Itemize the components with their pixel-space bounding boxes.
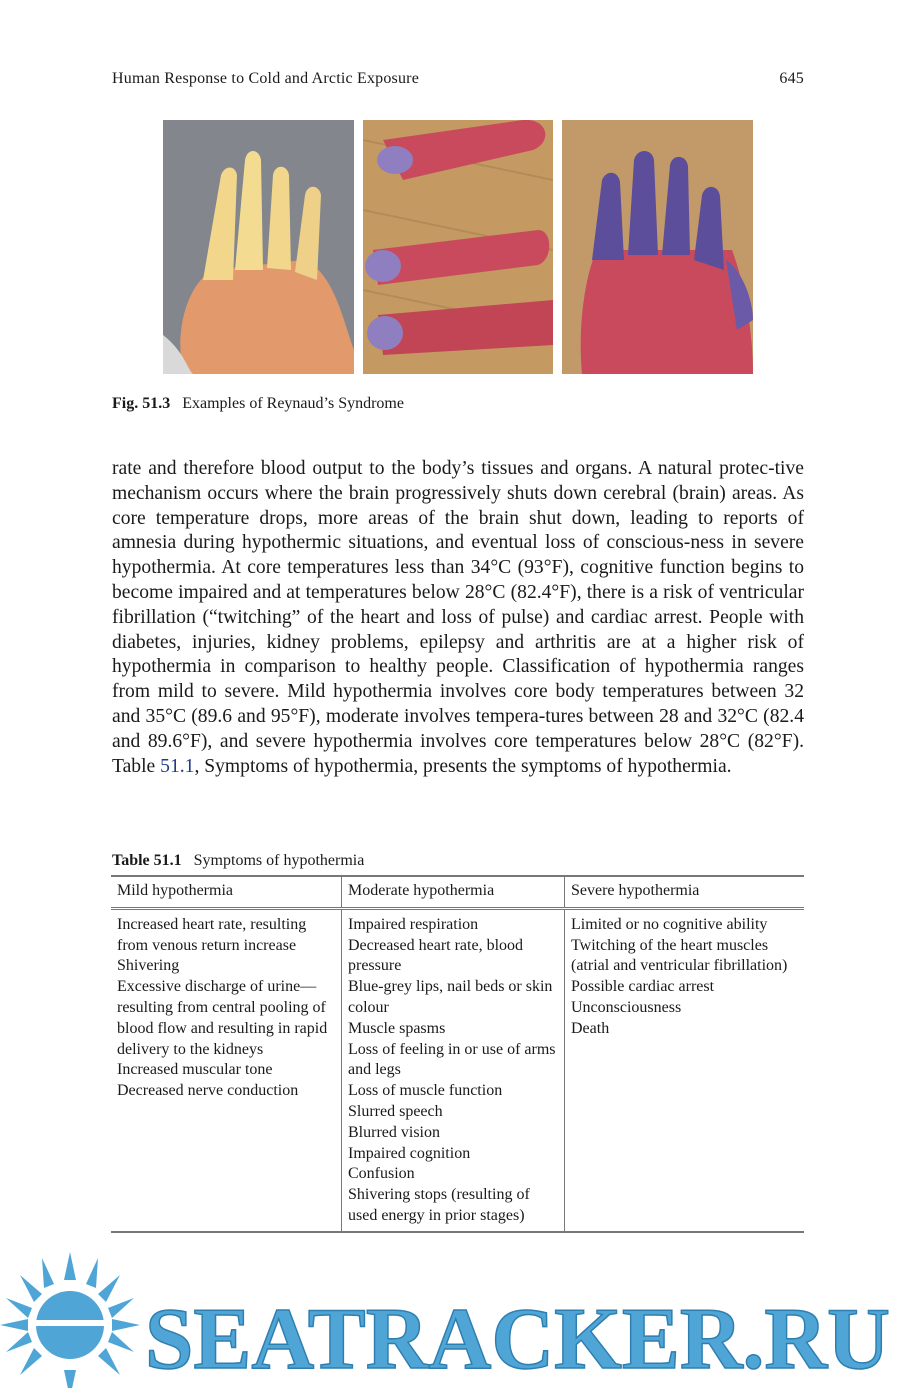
photo-pale-fingers: [163, 120, 354, 374]
table-reference-link[interactable]: 51.1: [160, 755, 195, 777]
symptoms-table: [111, 875, 804, 1233]
symptom-item: Possible cardiac arrest: [571, 978, 715, 996]
running-header: [112, 70, 804, 88]
symptom-item: Shivering: [117, 957, 180, 975]
sun-icon: [0, 1252, 140, 1388]
table-caption: [112, 852, 364, 870]
symptom-item: Twitching of the heart muscles (atrial and ventricular fibrillation): [571, 936, 788, 975]
watermark-text: SEATRACKER.RU: [145, 1291, 890, 1388]
symptom-item: Slurred speech: [348, 1102, 443, 1120]
header-severe: Severe hypothermia: [565, 876, 805, 908]
symptom-item: Death: [571, 1019, 610, 1037]
symptom-item: Decreased heart rate, blood pressure: [348, 936, 524, 975]
running-title: Human Response to Cold and Arctic Exposure: [112, 70, 420, 87]
symptom-item: Shivering stops (resulting of used energy in prior stages): [348, 1186, 530, 1224]
symptom-item: Unconsciousness: [571, 998, 682, 1016]
header-moderate: Moderate hypothermia: [342, 876, 565, 908]
body-text-part-1: rate and therefore blood output to the body’s tissues and organs. A natural protec-tive mechanism occurs where the brain progressively shuts down cerebral (brain) areas. As core temperature drops, more areas of the brain shut down, leading to reports of amnesia during hypothermic situations, and eventual loss of conscious-ness in severe hypothermia. At core temperatures less than 34°C (93°F), cognitive function begins to become impaired and at temperatures below 28°C (82.4°F), there is a risk of ventricular fibrillation (“twitching” of the heart and loss of pulse) and cardiac arrest. People with diabetes, injuries, kidney problems, epilepsy and arthritis are at a higher risk of hypothermia in comparison to healthy people. Classification of hypothermia ranges from mild to severe. Mild hypothermia involves core body temperatures between 32 and 35°C (89.6 and 95°F), moderate involves tempera-tures between 28 and 32°C (82.4 and 89.6°F), and severe hypothermia involves core temperatures below 28°C (82°F). Table: [112, 458, 804, 777]
table-header-row: [111, 876, 804, 908]
moderate-symptoms-cell: [342, 908, 565, 1231]
figure-caption: [112, 395, 404, 413]
photo-blue-fingers: [562, 120, 753, 374]
header-mild: Mild hypothermia: [111, 876, 342, 908]
symptom-item: Loss of feeling in or use of arms and legs: [348, 1040, 556, 1079]
figure-caption-text: Examples of Reynaud’s Syndrome: [182, 395, 404, 412]
symptom-item: Impaired cognition: [348, 1144, 471, 1162]
symptom-item: Excessive discharge of urine—resulting from central pooling of blood flow and resulting in rapid delivery to the kidneys: [117, 978, 328, 1058]
figure-51-3: [163, 120, 753, 374]
body-text-part-2: , Symptoms of hypothermia, presents the symptoms of hypothermia.: [194, 755, 732, 777]
symptom-item: Muscle spasms: [348, 1019, 446, 1037]
symptom-item: Limited or no cognitive ability: [571, 915, 768, 933]
symptom-item: Confusion: [348, 1165, 415, 1183]
table-caption-text: Symptoms of hypothermia: [193, 852, 365, 869]
mild-symptoms-cell: [111, 908, 342, 1231]
symptom-item: Blue-grey lips, nail beds or skin colour: [348, 978, 553, 1016]
symptom-item: Blurred vision: [348, 1123, 440, 1141]
figure-label: Fig. 51.3: [112, 395, 171, 412]
body-paragraph: [112, 457, 804, 779]
table-label: Table 51.1: [112, 852, 182, 869]
page-number: 645: [779, 70, 804, 87]
severe-symptoms-cell: [565, 908, 805, 1231]
symptom-item: Decreased nerve conduction: [117, 1082, 299, 1100]
symptom-item: Increased heart rate, resulting from venous return increase: [117, 915, 307, 954]
symptom-item: Impaired respiration: [348, 915, 479, 933]
table-row: [111, 908, 804, 1231]
symptom-item: Increased muscular tone: [117, 1061, 273, 1079]
symptom-item: Loss of muscle function: [348, 1082, 503, 1100]
watermark: [0, 1250, 916, 1388]
photo-red-fingers: [363, 120, 553, 374]
